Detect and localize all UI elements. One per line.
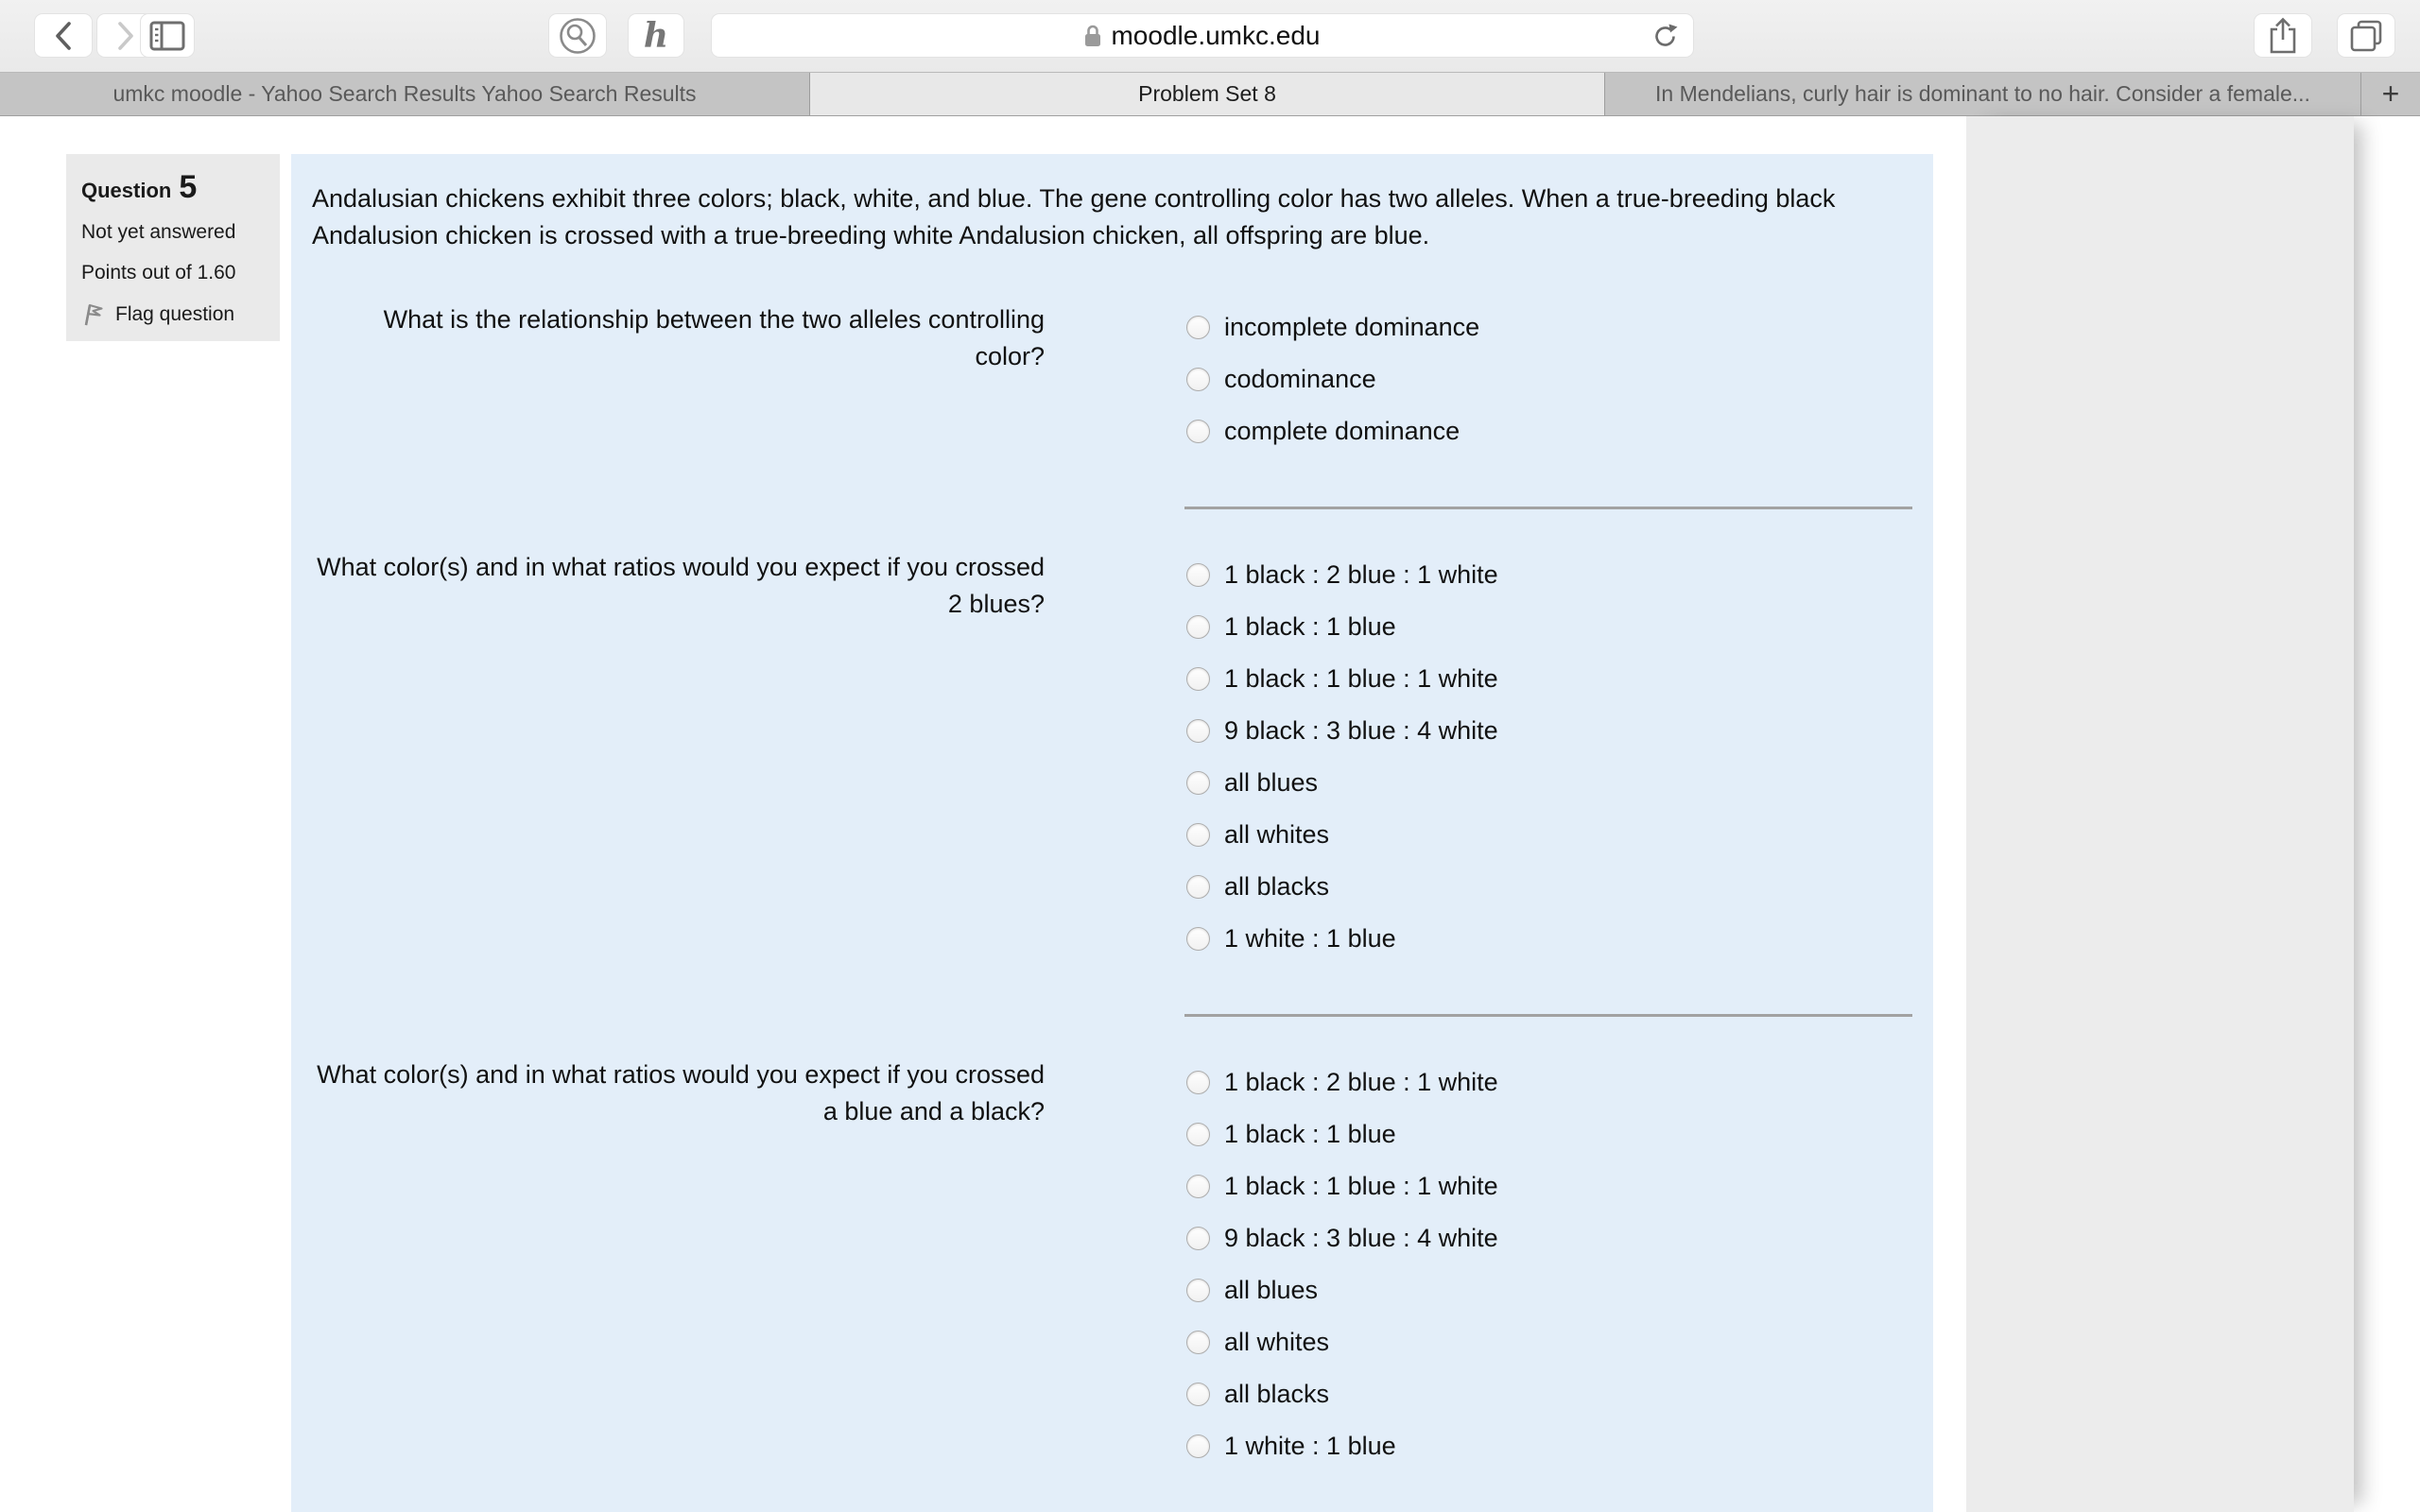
back-button[interactable] (34, 13, 93, 58)
browser-tab[interactable] (1605, 73, 2361, 115)
chevron-right-icon (115, 20, 136, 52)
flag-question-label: Flag question (115, 302, 235, 325)
subquestion-list (312, 301, 1895, 1472)
question-info-box (66, 154, 280, 341)
tab-title: In Mendelians, curly hair is dominant to no hair. Consider a female... (1655, 81, 2310, 106)
question-label: Question (81, 179, 172, 202)
subquestion-prompt: What color(s) and in what ratios would you expect if you crossed 2 blues? (317, 553, 1045, 618)
radio-option-label[interactable]: 1 white : 1 blue (1224, 924, 1396, 953)
radio-button[interactable] (1186, 1071, 1210, 1094)
share-button[interactable] (2254, 13, 2312, 58)
chevron-left-icon (53, 20, 74, 52)
radio-button[interactable] (1186, 1435, 1210, 1458)
radio-option-row (1186, 1264, 1498, 1316)
radio-button[interactable] (1186, 420, 1210, 443)
radio-option-label[interactable]: all blacks (1224, 872, 1330, 901)
address-bar[interactable] (711, 13, 1694, 58)
radio-option-row (1186, 1420, 1498, 1472)
subquestion-block (312, 301, 1895, 457)
radio-option-row (1186, 913, 1498, 965)
radio-option-label[interactable]: all whites (1224, 1328, 1330, 1356)
radio-option-label[interactable]: all blues (1224, 1276, 1319, 1304)
radio-button[interactable] (1186, 927, 1210, 951)
radio-option-row (1186, 549, 1498, 601)
radio-button[interactable] (1186, 615, 1210, 639)
radio-option-row (1186, 1160, 1498, 1212)
radio-option-row (1186, 1316, 1498, 1368)
sidebar-icon (149, 21, 185, 51)
radio-option-row (1186, 705, 1498, 757)
subquestion-divider (1184, 1014, 1912, 1017)
radio-option-label[interactable]: all blacks (1224, 1380, 1330, 1408)
radio-button[interactable] (1186, 1331, 1210, 1354)
tabs-icon (2349, 19, 2383, 53)
radio-option-row (1186, 1057, 1498, 1108)
radio-button[interactable] (1186, 771, 1210, 795)
radio-option-label[interactable]: 1 white : 1 blue (1224, 1432, 1396, 1460)
radio-button[interactable] (1186, 719, 1210, 743)
radio-option-row (1186, 809, 1498, 861)
subquestion-options (1186, 1057, 1498, 1472)
subquestion-prompt: What is the relationship between the two alleles controlling color? (383, 305, 1045, 370)
tab-title: umkc moodle - Yahoo Search Results Yahoo Search Results (112, 81, 697, 106)
tab-bar (0, 73, 2420, 116)
radio-button[interactable] (1186, 316, 1210, 339)
radio-button[interactable] (1186, 1227, 1210, 1250)
radio-button[interactable] (1186, 1383, 1210, 1406)
question-points: Points out of 1.60 (81, 262, 236, 284)
radio-option-label[interactable]: 1 black : 2 blue : 1 white (1224, 560, 1498, 589)
radio-option-label[interactable]: all whites (1224, 820, 1330, 849)
radio-option-row (1186, 653, 1498, 705)
right-gray-panel (1966, 116, 2354, 1512)
radio-option-label[interactable]: codominance (1224, 365, 1376, 393)
magnifier-circle-icon (558, 16, 597, 56)
radio-option-label[interactable]: 9 black : 3 blue : 4 white (1224, 716, 1498, 745)
radio-option-label[interactable]: 1 black : 1 blue : 1 white (1224, 664, 1498, 693)
browser-tab[interactable] (0, 73, 810, 115)
subquestion-options (1186, 301, 1479, 457)
radio-option-row (1186, 601, 1498, 653)
search-extension-button[interactable] (548, 13, 607, 58)
radio-option-row (1186, 405, 1479, 457)
flag-question-link[interactable] (81, 301, 267, 327)
subquestion-divider (1184, 507, 1912, 509)
honey-extension-button[interactable] (628, 13, 684, 58)
question-number: 5 (179, 169, 198, 205)
radio-option-label[interactable]: 9 black : 3 blue : 4 white (1224, 1224, 1498, 1252)
honey-icon: h (643, 15, 669, 56)
question-panel (291, 154, 1933, 1512)
reload-button[interactable] (1648, 18, 1684, 54)
radio-button[interactable] (1186, 368, 1210, 391)
subquestion-options (1186, 549, 1498, 965)
radio-option-label[interactable]: incomplete dominance (1224, 313, 1480, 341)
radio-option-row (1186, 1108, 1498, 1160)
radio-option-row (1186, 353, 1479, 405)
radio-option-row (1186, 301, 1479, 353)
url-text: moodle.umkc.edu (1111, 20, 1321, 50)
share-icon (2268, 17, 2298, 55)
radio-option-row (1186, 757, 1498, 809)
radio-option-label[interactable]: complete dominance (1224, 417, 1461, 445)
radio-option-row (1186, 861, 1498, 913)
radio-button[interactable] (1186, 823, 1210, 847)
sidebar-toggle-button[interactable] (140, 13, 195, 58)
subquestion-block (312, 507, 1895, 965)
question-status: Not yet answered (81, 221, 236, 243)
radio-option-row (1186, 1212, 1498, 1264)
question-heading (81, 171, 267, 203)
radio-button[interactable] (1186, 875, 1210, 899)
browser-tab[interactable] (810, 73, 1605, 115)
radio-option-label[interactable]: 1 black : 1 blue : 1 white (1224, 1172, 1498, 1200)
tab-title: Problem Set 8 (1138, 81, 1276, 106)
reload-icon (1651, 22, 1680, 50)
page-content (0, 116, 2420, 1512)
radio-option-row (1186, 1368, 1498, 1420)
radio-option-label[interactable]: 1 black : 2 blue : 1 white (1224, 1068, 1498, 1096)
radio-button[interactable] (1186, 667, 1210, 691)
browser-toolbar (0, 0, 2420, 73)
radio-button[interactable] (1186, 563, 1210, 587)
subquestion-prompt: What color(s) and in what ratios would you expect if you crossed a blue and a black? (317, 1060, 1045, 1125)
question-stem: Andalusian chickens exhibit three colors; black, white, and blue. The gene controlling color has two alleles. When a true-breeding black Andalusion chicken is crossed with a true-breeding white Andalusion chicken, all offspring are blue. (312, 184, 1836, 249)
radio-button[interactable] (1186, 1123, 1210, 1146)
radio-option-label[interactable]: 1 black : 1 blue (1224, 1120, 1396, 1148)
radio-button[interactable] (1186, 1175, 1210, 1198)
flag-icon (81, 301, 106, 327)
radio-option-label[interactable]: 1 black : 1 blue (1224, 612, 1396, 641)
radio-option-label[interactable]: all blues (1224, 768, 1319, 797)
new-tab-button[interactable]: + (2361, 73, 2420, 115)
lock-icon (1084, 24, 1101, 47)
radio-button[interactable] (1186, 1279, 1210, 1302)
subquestion-block (312, 1014, 1895, 1472)
tabs-overview-button[interactable] (2337, 13, 2395, 58)
